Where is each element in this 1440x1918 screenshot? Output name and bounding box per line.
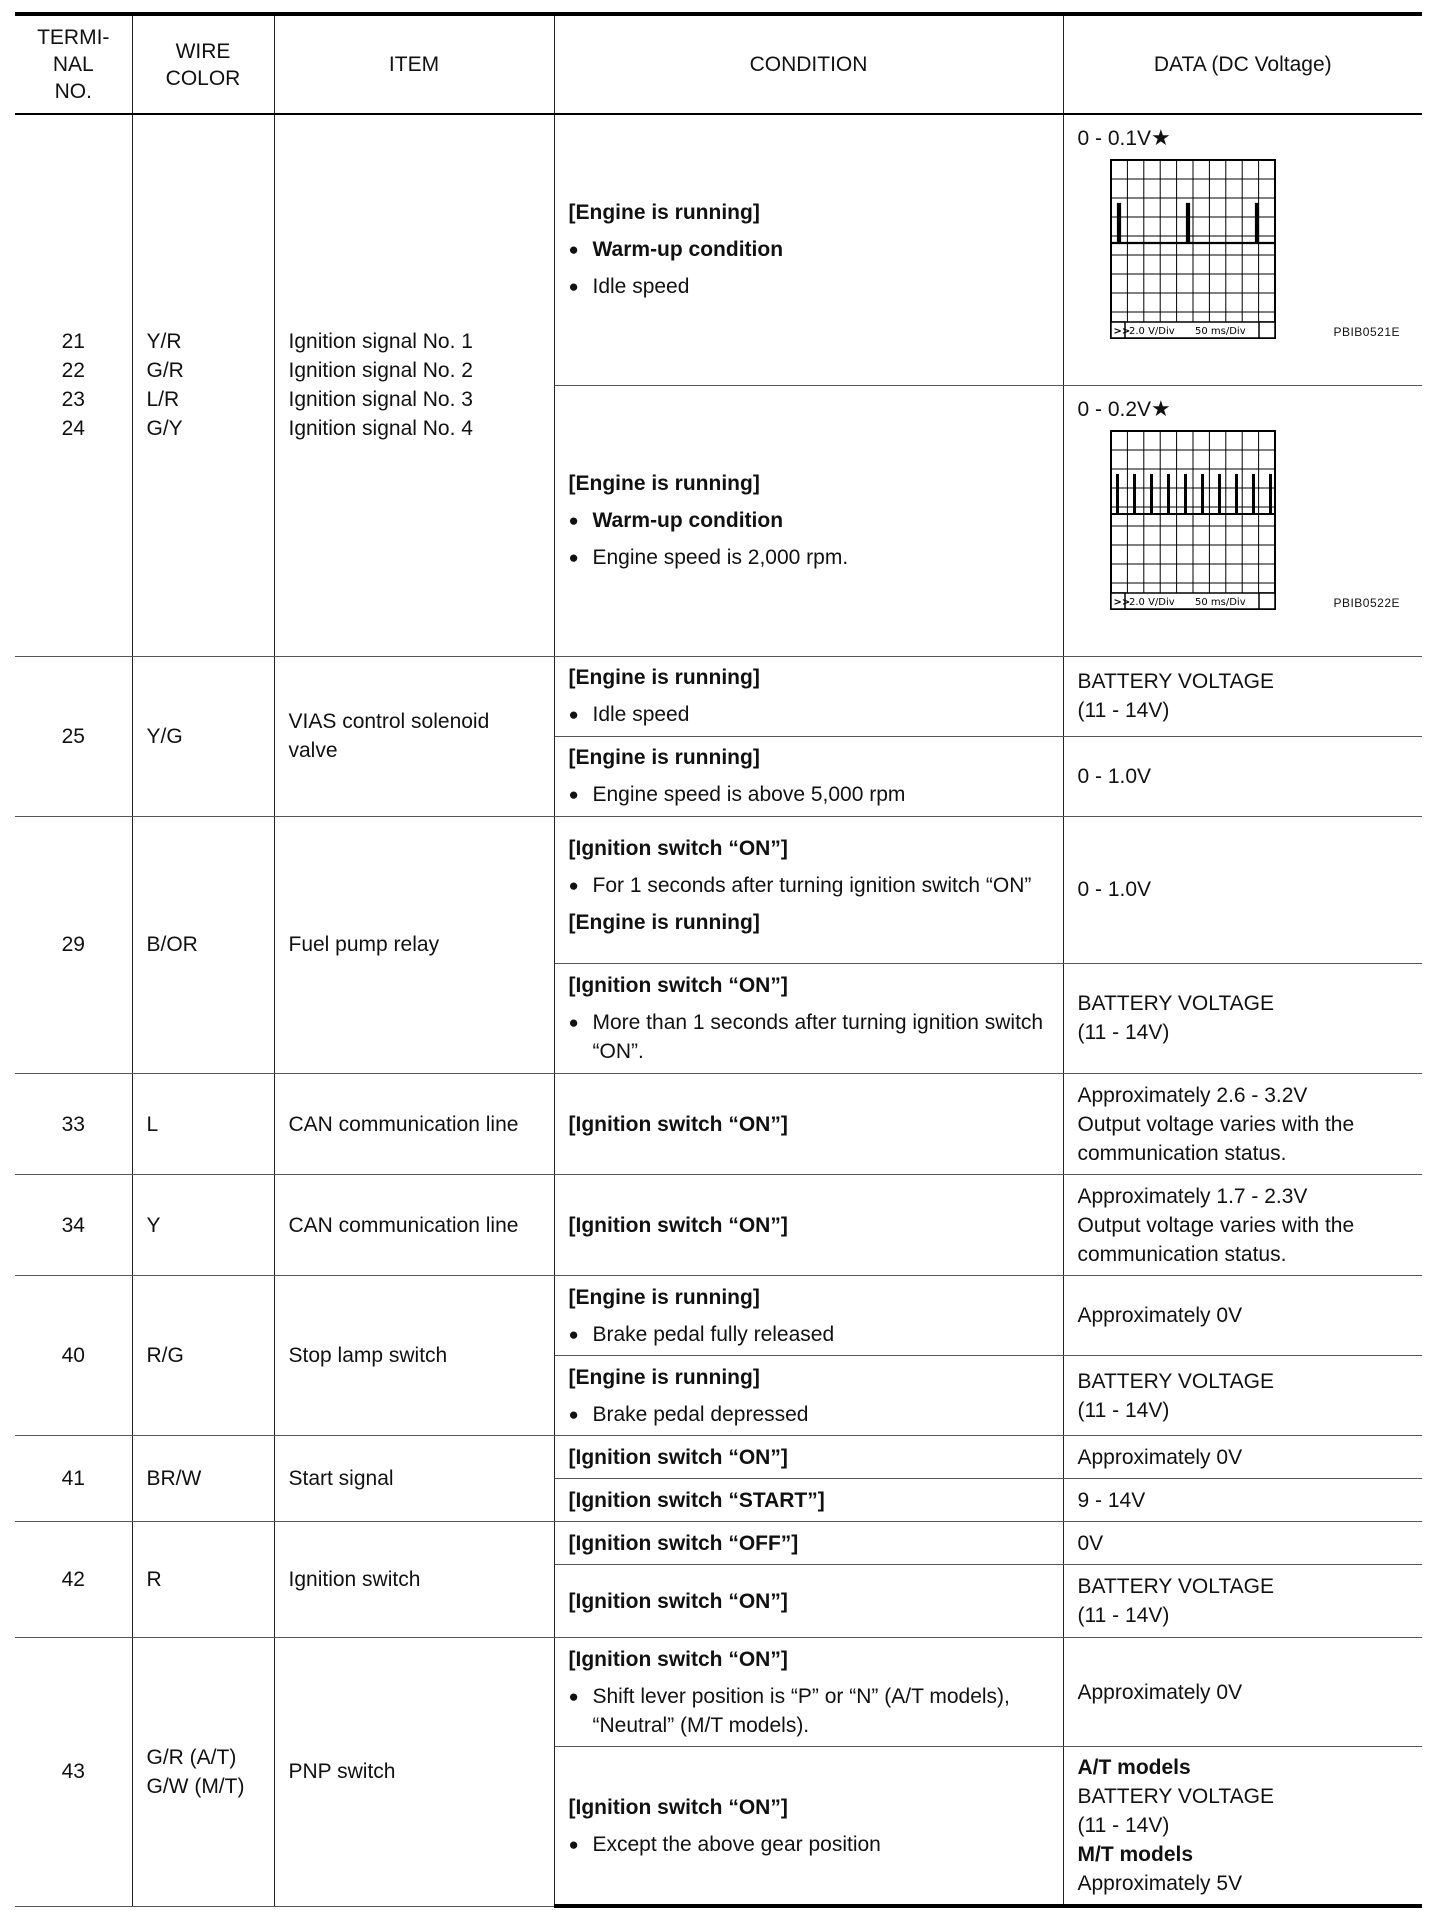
oscilloscope-figure bbox=[1078, 430, 1409, 618]
condition-title: [Engine is running] bbox=[568, 746, 760, 770]
condition-cell bbox=[554, 1522, 1063, 1565]
star-icon: ★ bbox=[1151, 125, 1171, 151]
item-name: Ignition switch bbox=[274, 1522, 554, 1638]
condition-bullet: ● Engine speed is above 5,000 rpm bbox=[569, 780, 1049, 809]
data-value: 0 - 1.0V bbox=[1063, 736, 1422, 816]
terminal-no: 25 bbox=[15, 656, 132, 816]
condition-bullet: ● Warm-up condition bbox=[569, 235, 1049, 264]
condition-bullet: ● Brake pedal fully released bbox=[569, 1320, 1049, 1349]
condition-bullets bbox=[569, 1682, 1049, 1740]
condition-title: [Ignition switch “ON”] bbox=[568, 1795, 788, 1819]
condition-cell bbox=[554, 114, 1063, 385]
condition-cell bbox=[554, 963, 1063, 1073]
item-name: VIAS control solenoid valve bbox=[274, 656, 554, 816]
condition-title: [Ignition switch “ON”] bbox=[568, 837, 788, 861]
terminal-no: 43 bbox=[15, 1638, 132, 1906]
condition-cell bbox=[554, 1276, 1063, 1356]
condition-bullets bbox=[569, 871, 1049, 900]
terminal-no: 21 22 23 24 bbox=[15, 114, 132, 656]
condition-title: [Ignition switch “ON”] bbox=[568, 1213, 788, 1237]
condition-bullet: ● Warm-up condition bbox=[569, 506, 1049, 535]
table-row bbox=[15, 1436, 1422, 1479]
data-value: BATTERY VOLTAGE (11 - 14V) bbox=[1063, 1356, 1422, 1436]
condition-title: [Ignition switch “ON”] bbox=[568, 973, 788, 997]
condition-cell bbox=[554, 816, 1063, 963]
condition-bullet: ● Idle speed bbox=[569, 700, 1049, 729]
oscilloscope-graph bbox=[1110, 159, 1276, 339]
data-value: Approximately 2.6 - 3.2V Output voltage varies with the communication status. bbox=[1063, 1074, 1422, 1175]
condition-title: [Engine is running] bbox=[568, 201, 760, 225]
item-name: CAN communication line bbox=[274, 1175, 554, 1276]
table-row bbox=[15, 816, 1422, 963]
terminal-no: 34 bbox=[15, 1175, 132, 1276]
header-data: DATA (DC Voltage) bbox=[1063, 14, 1422, 114]
condition-bullets bbox=[569, 780, 1049, 809]
voltage-value: 0 - 0.2V bbox=[1077, 397, 1152, 421]
condition-bullet: ● Shift lever position is “P” or “N” (A/T models), “Neutral” (M/T models). bbox=[569, 1682, 1049, 1740]
item-name: Fuel pump relay bbox=[274, 816, 554, 1073]
table-row bbox=[15, 656, 1422, 736]
wire-color: R/G bbox=[132, 1276, 274, 1436]
condition-bullet: ● For 1 seconds after turning ignition switch “ON” bbox=[569, 871, 1049, 900]
at-models-data: BATTERY VOLTAGE (11 - 14V) bbox=[1077, 1785, 1274, 1838]
data-cell bbox=[1063, 385, 1422, 656]
wire-color: B/OR bbox=[132, 816, 274, 1073]
condition-cell bbox=[554, 1074, 1063, 1175]
oscilloscope-graph bbox=[1110, 430, 1276, 610]
header-item: ITEM bbox=[274, 14, 554, 114]
condition-title: [Ignition switch “ON”] bbox=[568, 1589, 788, 1613]
condition-title: [Engine is running] bbox=[568, 911, 760, 935]
condition-title: [Engine is running] bbox=[568, 1365, 760, 1389]
condition-cell bbox=[554, 1436, 1063, 1479]
table-header-row bbox=[15, 14, 1422, 114]
terminal-no: 40 bbox=[15, 1276, 132, 1436]
condition-title: [Engine is running] bbox=[568, 666, 760, 690]
condition-title: [Ignition switch “ON”] bbox=[568, 1647, 788, 1671]
condition-bullet: ● Engine speed is 2,000 rpm. bbox=[569, 543, 1049, 572]
condition-bullet: ● Except the above gear position bbox=[569, 1830, 1049, 1859]
header-wire-color: WIRE COLOR bbox=[132, 14, 274, 114]
condition-bullets bbox=[569, 1830, 1049, 1859]
condition-title: [Ignition switch “START”] bbox=[568, 1488, 825, 1512]
scope-scale: 2.0 V/Div bbox=[1128, 326, 1175, 338]
condition-title: [Ignition switch “ON”] bbox=[568, 1112, 788, 1136]
condition-title: [Ignition switch “ON”] bbox=[568, 1445, 788, 1469]
figure-code: PBIB0521E bbox=[1333, 325, 1400, 340]
condition-bullets bbox=[569, 1400, 1049, 1429]
scope-time: 50 ms/Div bbox=[1194, 596, 1246, 608]
ecm-terminal-table bbox=[15, 12, 1422, 1908]
item-name: Start signal bbox=[274, 1436, 554, 1522]
condition-bullets bbox=[569, 1008, 1049, 1066]
condition-bullet: ● Idle speed bbox=[569, 272, 1049, 301]
mt-models-label: M/T models bbox=[1077, 1843, 1194, 1867]
table-row bbox=[15, 1175, 1422, 1276]
terminal-no: 29 bbox=[15, 816, 132, 1073]
mt-models-data: Approximately 5V bbox=[1077, 1872, 1243, 1896]
header-terminal-no: TERMI- NAL NO. bbox=[15, 14, 132, 114]
condition-title: [Ignition switch “OFF”] bbox=[568, 1531, 799, 1555]
data-value: Approximately 1.7 - 2.3V Output voltage varies with the communication status. bbox=[1063, 1175, 1422, 1276]
data-value: 0V bbox=[1063, 1522, 1422, 1565]
data-cell bbox=[1063, 1747, 1422, 1906]
data-value: BATTERY VOLTAGE (11 - 14V) bbox=[1063, 656, 1422, 736]
scope-scale: 2.0 V/Div bbox=[1128, 596, 1175, 608]
condition-cell bbox=[554, 1356, 1063, 1436]
table-row bbox=[15, 1276, 1422, 1356]
condition-cell bbox=[554, 1638, 1063, 1747]
figure-code: PBIB0522E bbox=[1333, 595, 1400, 610]
data-value: Approximately 0V bbox=[1063, 1638, 1422, 1747]
data-cell bbox=[1063, 114, 1422, 385]
scope-end-box bbox=[1259, 322, 1275, 338]
data-value: BATTERY VOLTAGE (11 - 14V) bbox=[1063, 1565, 1422, 1638]
table-row bbox=[15, 1522, 1422, 1565]
voltage-value: 0 - 0.1V bbox=[1077, 127, 1152, 151]
condition-cell bbox=[554, 1565, 1063, 1638]
terminal-no: 42 bbox=[15, 1522, 132, 1638]
table-row bbox=[15, 1074, 1422, 1175]
wire-color: Y bbox=[132, 1175, 274, 1276]
condition-cell bbox=[554, 736, 1063, 816]
condition-bullets bbox=[569, 1320, 1049, 1349]
wire-color: L bbox=[132, 1074, 274, 1175]
condition-cell bbox=[554, 1479, 1063, 1522]
item-name: CAN communication line bbox=[274, 1074, 554, 1175]
condition-title: [Engine is running] bbox=[568, 472, 760, 496]
scope-end-box bbox=[1259, 593, 1275, 609]
table-row bbox=[15, 1638, 1422, 1747]
wire-color: Y/G bbox=[132, 656, 274, 816]
data-value: Approximately 0V bbox=[1063, 1276, 1422, 1356]
terminal-no: 33 bbox=[15, 1074, 132, 1175]
wire-color: G/R (A/T) G/W (M/T) bbox=[132, 1638, 274, 1906]
condition-cell bbox=[554, 656, 1063, 736]
oscilloscope-figure bbox=[1078, 159, 1409, 347]
condition-bullets bbox=[569, 506, 1049, 572]
data-value: 0 - 1.0V bbox=[1063, 816, 1422, 963]
wire-color: BR/W bbox=[132, 1436, 274, 1522]
item-name: Stop lamp switch bbox=[274, 1276, 554, 1436]
item-name: PNP switch bbox=[274, 1638, 554, 1906]
star-icon: ★ bbox=[1151, 395, 1171, 421]
condition-cell bbox=[554, 1747, 1063, 1906]
wire-color: Y/R G/R L/R G/Y bbox=[132, 114, 274, 656]
scope-time: 50 ms/Div bbox=[1194, 326, 1246, 338]
condition-cell bbox=[554, 385, 1063, 656]
wire-color: R bbox=[132, 1522, 274, 1638]
table-row bbox=[15, 114, 1422, 385]
condition-bullet: ● Brake pedal depressed bbox=[569, 1400, 1049, 1429]
item-name: Ignition signal No. 1 Ignition signal No. 2 Ignition signal No. 3 Ignition signal No. 4 bbox=[274, 114, 554, 656]
data-value: BATTERY VOLTAGE (11 - 14V) bbox=[1063, 963, 1422, 1073]
scope-mode-icon: >> bbox=[1113, 596, 1130, 608]
data-value: Approximately 0V bbox=[1063, 1436, 1422, 1479]
header-condition: CONDITION bbox=[554, 14, 1063, 114]
condition-bullets bbox=[569, 700, 1049, 729]
condition-cell bbox=[554, 1175, 1063, 1276]
condition-title: [Engine is running] bbox=[568, 1285, 760, 1309]
at-models-label: A/T models bbox=[1077, 1756, 1191, 1780]
terminal-no: 41 bbox=[15, 1436, 132, 1522]
data-value: 9 - 14V bbox=[1063, 1479, 1422, 1522]
scope-mode-icon: >> bbox=[1113, 326, 1130, 338]
condition-bullets bbox=[569, 235, 1049, 301]
condition-bullet: ● More than 1 seconds after turning ignition switch “ON”. bbox=[569, 1008, 1049, 1066]
